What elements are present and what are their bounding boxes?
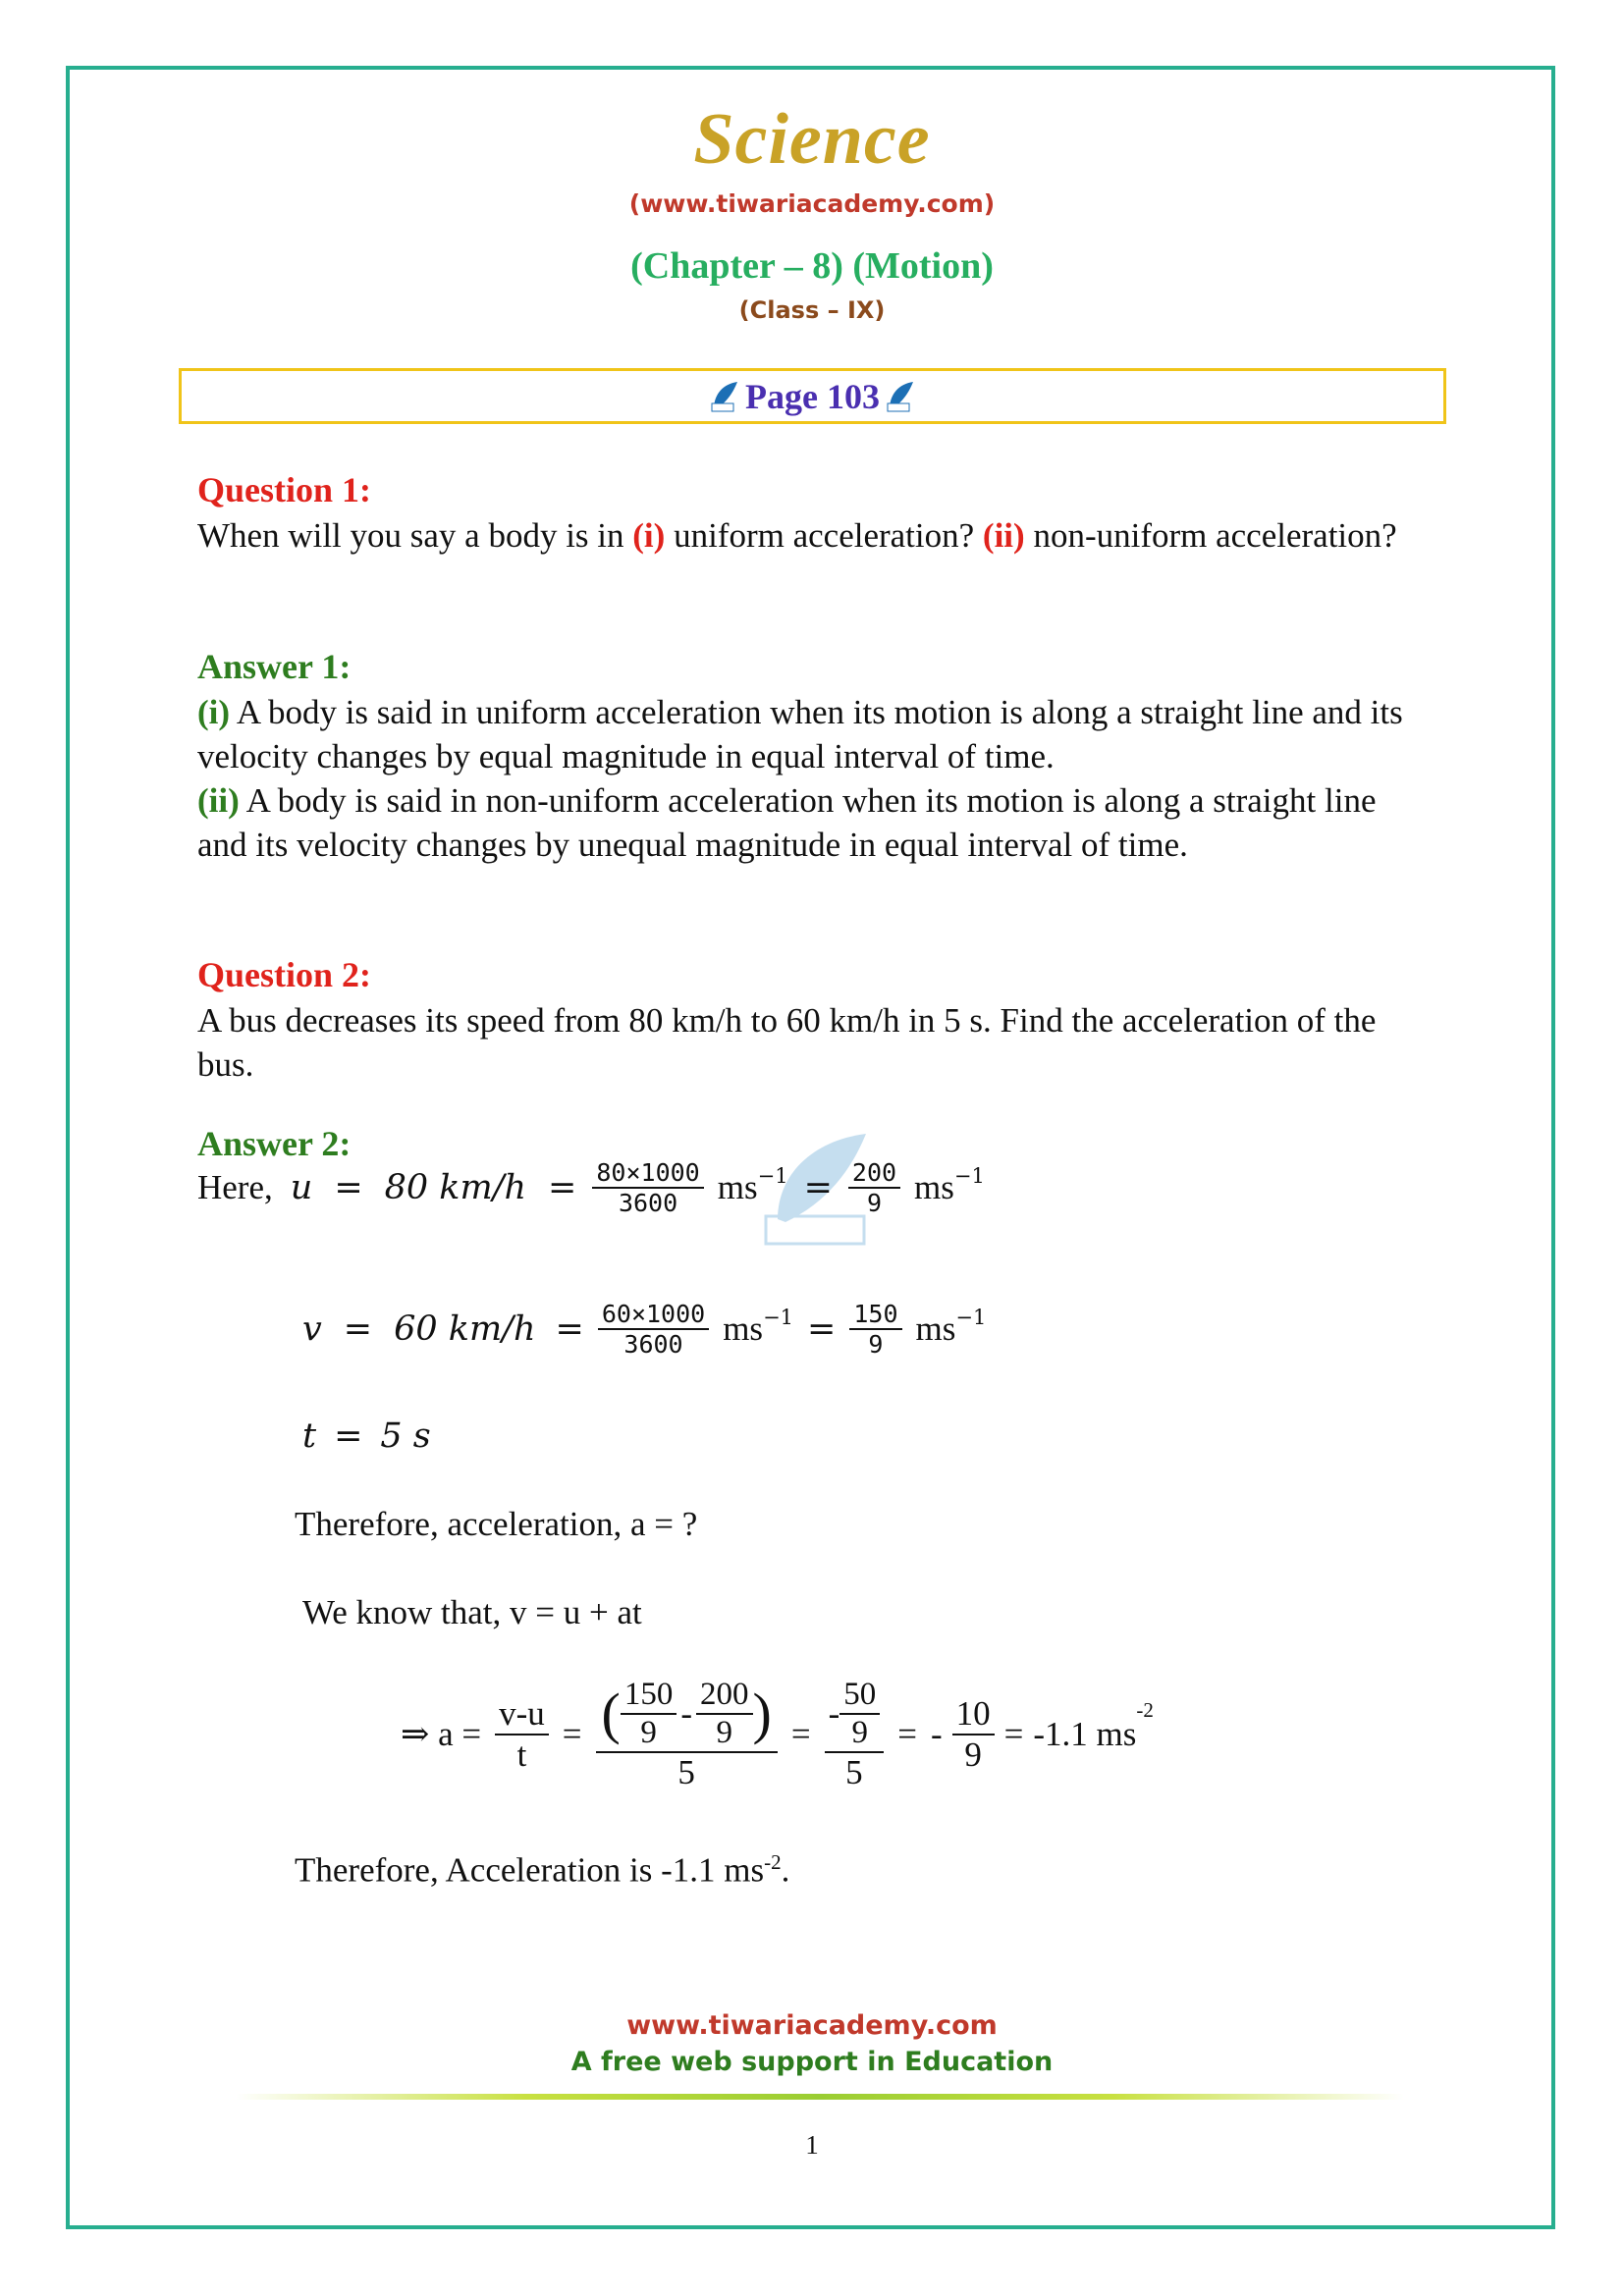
u-fraction2-den: 9 <box>866 1189 882 1217</box>
vu-num: v-u <box>495 1694 549 1735</box>
inner-num-1: 150 <box>621 1677 677 1715</box>
page-label: Page 103 <box>745 376 880 416</box>
v-fraction2-den: 9 <box>868 1330 884 1359</box>
q1-marker-i: (i) <box>632 516 666 555</box>
question-1-heading: Question 1: <box>197 470 372 509</box>
v-equation: v = 60 km/h = $\frac{60\times 1000}{3600}$ ms $^{-1}$ = $\frac{150}{9}$ ms $^{-1}$ <box>302 1300 987 1359</box>
unit-exponent: −1 <box>763 1306 794 1329</box>
u-fraction-num: 80×1000 <box>592 1158 703 1189</box>
page-number: 1 <box>805 2130 819 2160</box>
step2-num: 10 <box>952 1694 995 1735</box>
conclusion-end: . <box>781 1850 790 1890</box>
conclusion-exponent: -2 <box>764 1850 782 1874</box>
class-label: (Class – IX) <box>738 296 886 324</box>
bracket-den: 5 <box>677 1753 695 1791</box>
a1-marker-i: (i) <box>197 693 231 731</box>
u-value: 80 km/h <box>384 1168 527 1207</box>
answer-1-part-i <box>197 690 1428 778</box>
step-den: 5 <box>845 1753 863 1791</box>
inner-num-2: 200 <box>696 1677 753 1715</box>
step2-fraction <box>952 1694 995 1775</box>
unit-exponent: −1 <box>955 1306 987 1329</box>
inner-den-2: 9 <box>716 1715 732 1750</box>
leaf-logo-icon <box>886 380 915 413</box>
v-fraction-num: 60×1000 <box>598 1300 709 1330</box>
footer-site-link[interactable]: www.tiwariacademy.com <box>626 2010 998 2041</box>
page-number-banner <box>179 368 1446 424</box>
u-equation: Here, u = 80 km/h = $\frac{80\times 1000}{3600}$ ms $^{-1}$ = $\frac{200}{9}$ ms $^{-1}$ <box>197 1158 985 1217</box>
v-fraction <box>598 1300 709 1359</box>
u-symbol: u <box>290 1168 313 1207</box>
vu-over-t <box>495 1694 549 1775</box>
unit: ms <box>915 1309 956 1348</box>
t-equation: t = 5 s <box>302 1416 431 1456</box>
v-symbol: v <box>302 1309 322 1349</box>
q1-text-part: uniform acceleration? <box>665 516 983 555</box>
step-num-num: 50 <box>839 1677 880 1715</box>
unit: ms <box>723 1309 764 1348</box>
implies-a: ⇒ a = <box>401 1715 482 1753</box>
a1-line-ii: A body is said in non-uniform acceleration when its motion is along a straight line and its velocity changes by unequal magnitude in equal interval of time. <box>197 781 1377 864</box>
result-value: -1.1 ms <box>1033 1715 1137 1753</box>
conclusion-line <box>295 1841 789 1893</box>
question-1-text <box>197 513 1428 558</box>
u-fraction <box>592 1158 703 1217</box>
q1-text-part: non-uniform acceleration? <box>1024 516 1397 555</box>
unit-exponent: −1 <box>953 1164 985 1188</box>
conclusion-text: Therefore, Acceleration is -1.1 ms <box>295 1850 765 1890</box>
question-2-text: A bus decreases its speed from 80 km/h to 60 km/h in 5 s. Find the acceleration of the bus. <box>197 1001 1377 1084</box>
a1-marker-ii: (ii) <box>197 781 240 820</box>
answer-1-part-ii <box>197 778 1428 867</box>
a1-line-i: A body is said in uniform acceleration when its motion is along a straight line and its velocity changes by equal magnitude in equal interval of time. <box>197 693 1403 775</box>
t-value: 5 s <box>380 1416 431 1456</box>
u-fraction-den: 3600 <box>618 1189 678 1217</box>
v-fraction2-num: 150 <box>849 1300 901 1330</box>
step-fraction: - $\frac{50}{9}$ 5 <box>825 1677 885 1792</box>
result-exponent: -2 <box>1136 1698 1154 1722</box>
here-label: Here, <box>197 1168 273 1206</box>
footer-divider <box>236 2094 1404 2100</box>
u-fraction-2 <box>848 1158 900 1217</box>
q1-text-part: When will you say a body is in <box>197 516 633 555</box>
vu-den: t <box>516 1735 527 1774</box>
step-num-den: 9 <box>851 1715 868 1750</box>
leaf-logo-icon <box>710 380 739 413</box>
unit-exponent: −1 <box>757 1164 788 1188</box>
t-symbol: t <box>302 1416 317 1456</box>
chapter-heading: (Chapter – 8) (Motion) <box>630 245 994 287</box>
bracket-fraction: ( $\frac{150}{9}$ - $\frac{200}{9}$ ) 5 <box>596 1677 778 1792</box>
answer-2-heading: Answer 2: <box>197 1124 352 1163</box>
step2-den: 9 <box>964 1735 982 1774</box>
v-fraction-2 <box>849 1300 901 1359</box>
unit: ms <box>914 1168 954 1206</box>
q1-marker-ii: (ii) <box>982 516 1025 555</box>
footer-tagline: A free web support in Education <box>570 2047 1054 2077</box>
question-2-heading: Question 2: <box>197 955 372 994</box>
page-title: Science <box>693 99 931 180</box>
v-value: 60 km/h <box>394 1309 536 1349</box>
acceleration-calculation: ⇒ a = $\frac{v-u}{t}$ = ( $\frac{150}{9}$ - $\frac{200}{9}$ ) 5 = - $\frac{50}{9}$ 5 = - $\frac{10}{9}$ = -1.1 ms $^{-2}$ <box>401 1677 1154 1791</box>
inner-den-1: 9 <box>640 1715 657 1750</box>
unit: ms <box>717 1168 758 1206</box>
v-fraction-den: 3600 <box>623 1330 683 1359</box>
header-site-link[interactable]: (www.tiwariacademy.com) <box>628 189 996 218</box>
therefore-question: Therefore, acceleration, a = ? <box>295 1505 698 1543</box>
u-fraction2-num: 200 <box>848 1158 900 1189</box>
answer-1-heading: Answer 1: <box>197 647 352 686</box>
we-know-line: We know that, v = u + at <box>302 1593 642 1631</box>
answer-1-text <box>197 690 1428 867</box>
